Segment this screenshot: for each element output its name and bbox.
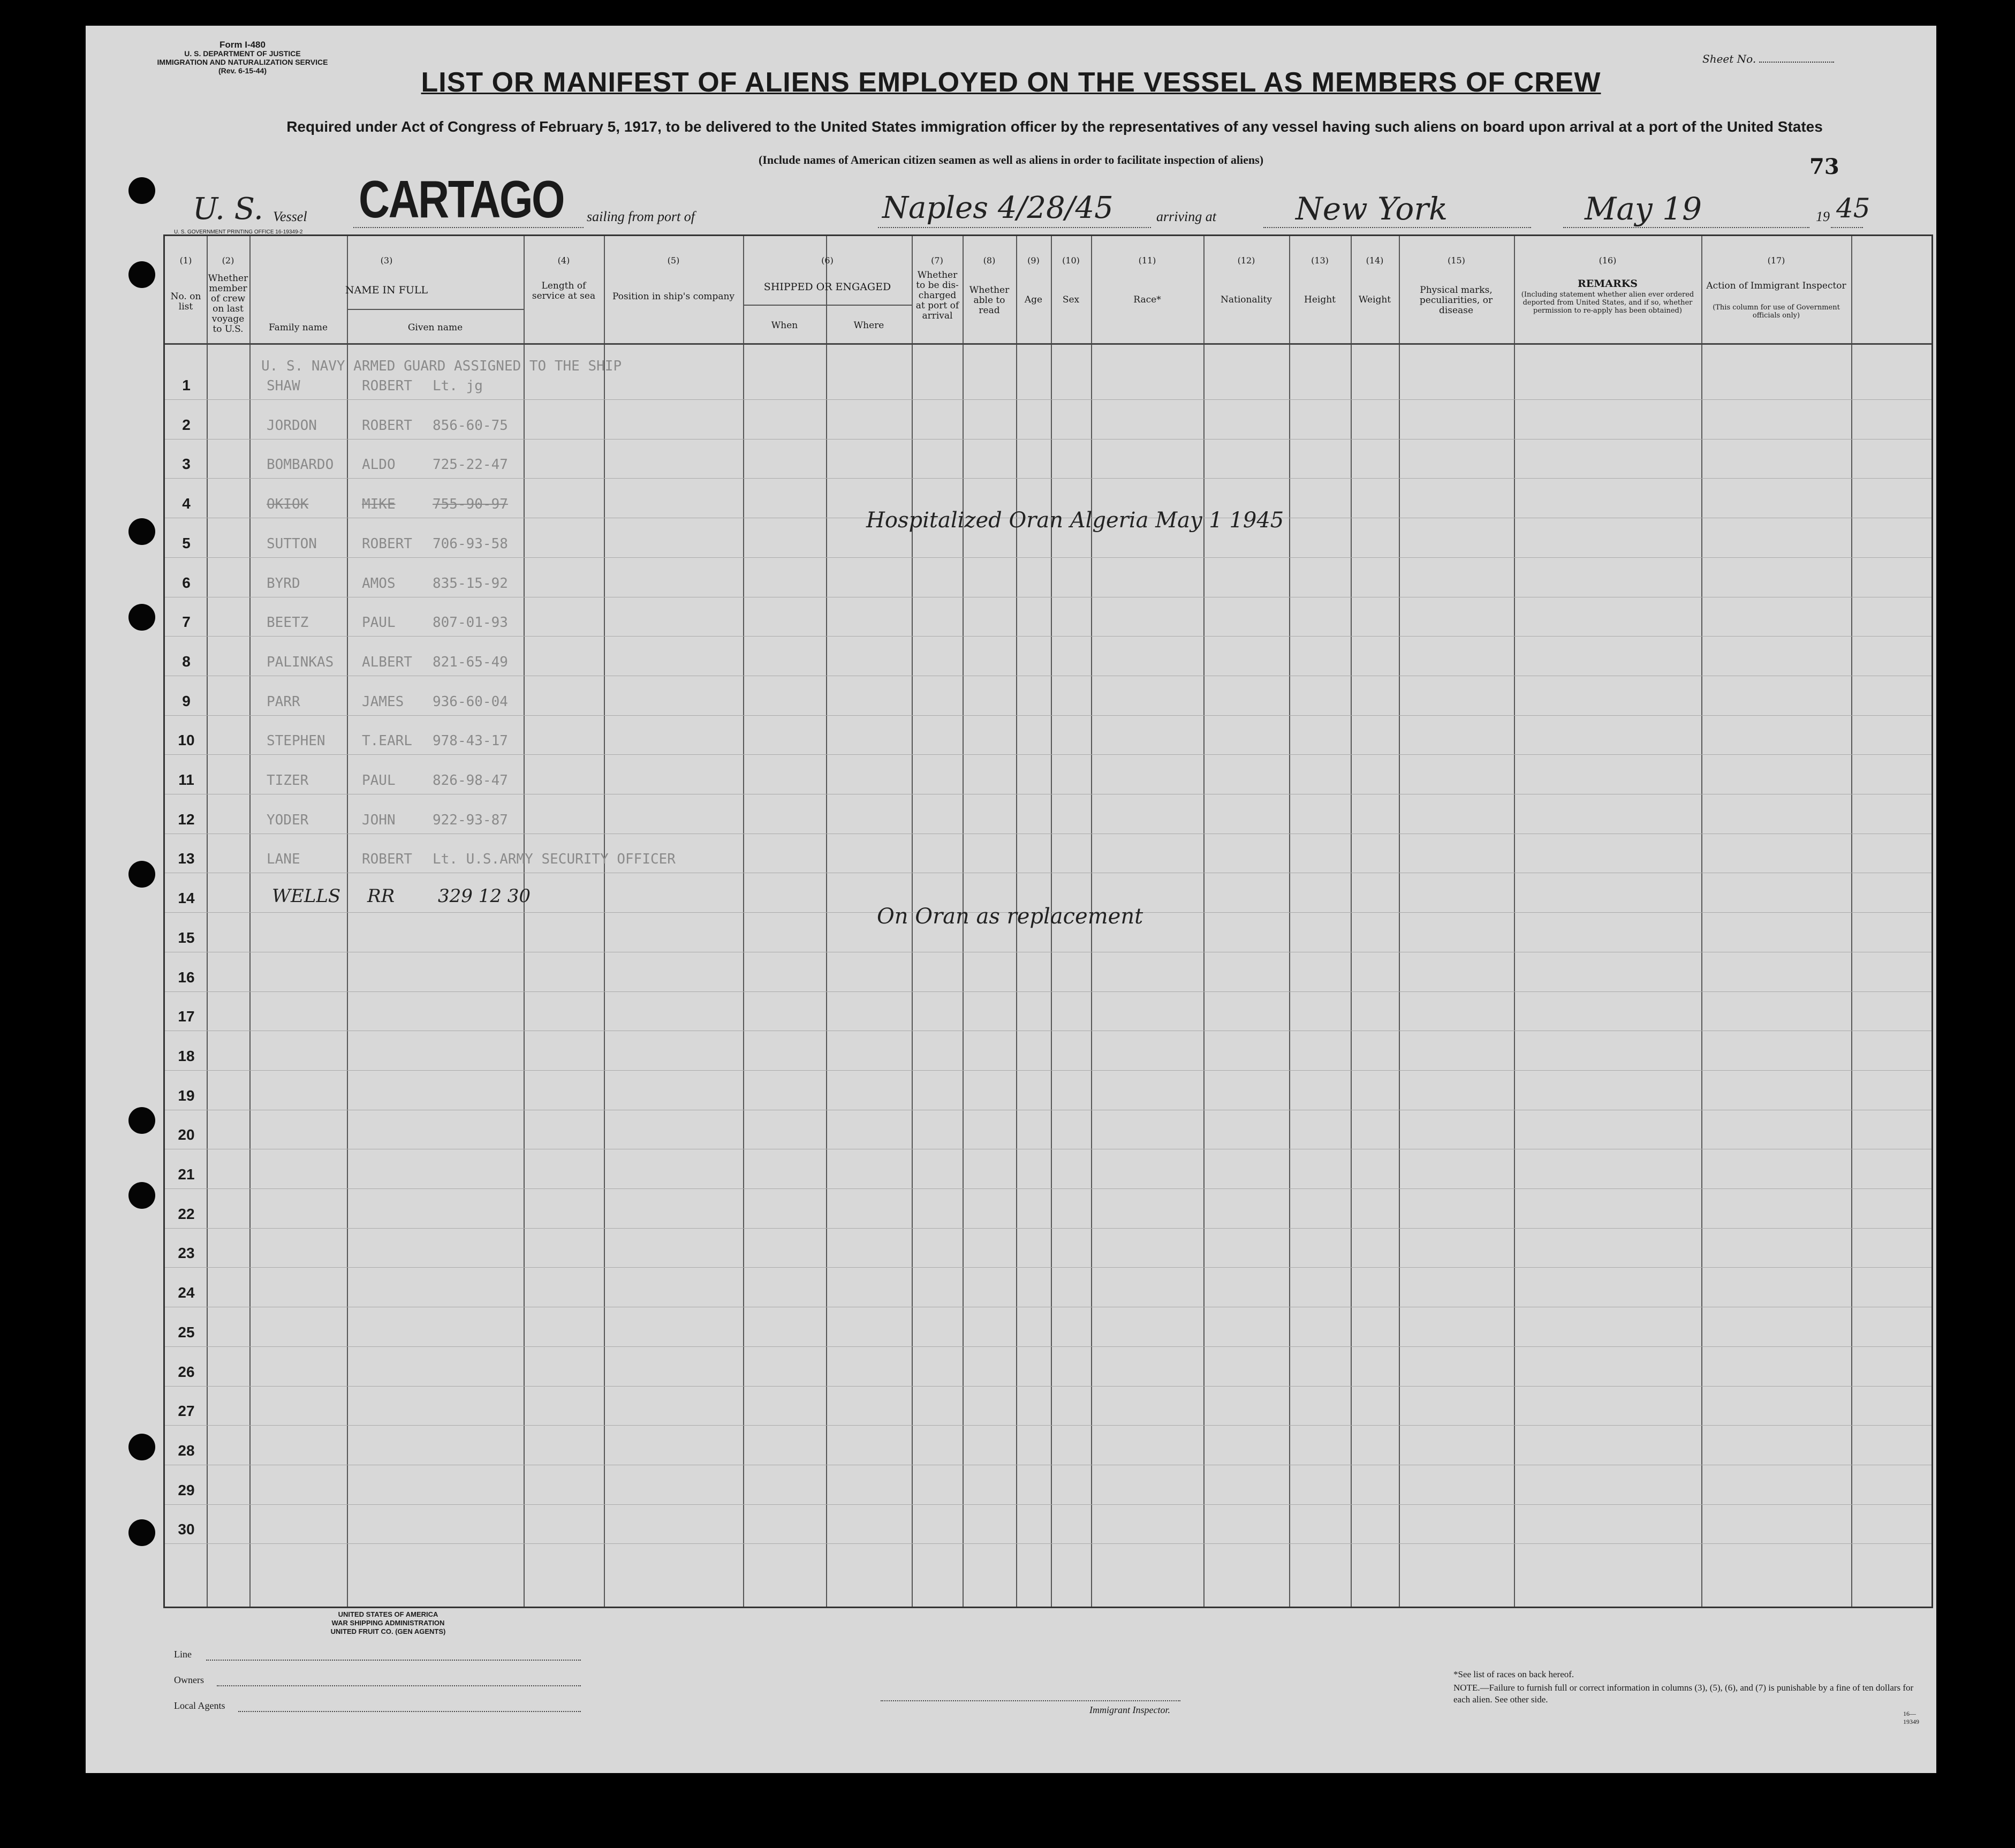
binder-hole <box>128 177 155 204</box>
section-header: U. S. NAVY ARMED GUARD ASSIGNED TO THE SHIP <box>261 358 622 374</box>
crew-extra-name: 329 12 30 <box>438 885 531 907</box>
row-rule <box>165 754 1931 755</box>
row-number: 7 <box>182 614 191 631</box>
row-number: 25 <box>178 1323 195 1340</box>
col-height: Height <box>1304 294 1336 305</box>
row-number: 30 <box>178 1521 195 1538</box>
row-rule <box>165 1346 1931 1347</box>
row-number: 18 <box>178 1047 195 1064</box>
arrival-port: New York <box>1296 191 1448 227</box>
col-inspector-note: (This column for use of Government officials only) <box>1713 304 1840 320</box>
crew-family-name: BEETZ <box>267 615 309 631</box>
row-number: 28 <box>178 1442 195 1459</box>
col-13-number: (13) <box>1311 255 1329 266</box>
crew-given-name: T.EARL <box>362 733 412 749</box>
col-shipped-when: When <box>771 320 798 331</box>
crew-given-name: PAUL <box>362 772 396 789</box>
col-3-number: (3) <box>380 255 393 266</box>
crew-family-name: BOMBARDO <box>267 457 334 473</box>
row-number: 13 <box>178 850 195 867</box>
row-number: 23 <box>178 1245 195 1262</box>
col-length-of-service: Length of service at sea <box>532 281 596 301</box>
crew-table <box>163 234 1933 1608</box>
binder-hole <box>128 1434 155 1460</box>
row-number: 8 <box>182 653 191 670</box>
binder-hole <box>128 261 155 288</box>
form-department: U. S. DEPARTMENT OF JUSTICE <box>184 49 301 58</box>
row-number: 4 <box>182 495 191 512</box>
year-prefix: 19 <box>1816 209 1830 224</box>
col-shipped-engaged: SHIPPED OR ENGAGED <box>763 281 891 293</box>
include-note: (Include names of American citizen seamen as well as aliens in order to facilitate inspection of aliens) <box>758 153 1264 166</box>
requirement-text: Required under Act of Congress of February 5, 1917, to be delivered to the United States immigration officer by the representatives of any vessel having such aliens on board upon arrival at a port of the United States <box>286 118 1823 135</box>
crew-family-name: PALINKAS <box>267 654 334 670</box>
line-label: Line <box>174 1649 192 1660</box>
row-number: 29 <box>178 1481 195 1498</box>
sailing-port: Naples 4/28/45 <box>882 191 1113 225</box>
crew-family-name: JORDON <box>267 417 317 434</box>
row-rule <box>165 636 1931 637</box>
col-16-number: (16) <box>1599 255 1617 266</box>
col-6-number: (6) <box>821 255 834 266</box>
row-rule <box>165 715 1931 716</box>
remark-row-4: Hospitalized Oran Algeria May 1 1945 <box>866 508 1284 533</box>
row-number: 16 <box>178 968 195 986</box>
row-number: 15 <box>178 929 195 946</box>
crew-given-name: RR <box>367 885 395 907</box>
row-number: 20 <box>178 1126 195 1143</box>
crew-family-name: LANE <box>267 851 300 868</box>
col-sex: Sex <box>1062 294 1080 305</box>
col-10-number: (10) <box>1062 255 1080 266</box>
crew-given-name: ROBERT <box>362 378 412 394</box>
year-suffix: 45 <box>1836 193 1870 224</box>
row-number: 5 <box>182 534 191 551</box>
sailing-label: sailing from port of <box>587 209 695 224</box>
col-12-number: (12) <box>1237 255 1255 266</box>
vessel-name: CARTAGO <box>359 170 564 229</box>
vessel-prefix: U. S. <box>193 192 263 226</box>
row-rule <box>165 1543 1931 1544</box>
row-number: 17 <box>178 1008 195 1025</box>
crew-given-name: ALBERT <box>362 654 412 670</box>
col-weight: Weight <box>1358 294 1391 305</box>
owners-label: Owners <box>174 1675 204 1685</box>
col-inspector-action: Action of Immigrant Inspector <box>1706 281 1846 291</box>
col-given-name: Given name <box>407 322 463 333</box>
col-14-number: (14) <box>1366 255 1384 266</box>
manifest-page <box>86 26 1936 1773</box>
binder-hole <box>128 604 155 631</box>
row-number: 26 <box>178 1363 195 1380</box>
row-rule <box>165 991 1931 992</box>
crew-family-name: PARR <box>267 693 300 710</box>
form-number: Form I-480 <box>219 40 266 50</box>
crew-extra-name: 936-60-04 <box>433 693 508 710</box>
col-age: Age <box>1024 294 1043 305</box>
crew-extra-name: 835-15-92 <box>433 575 508 592</box>
form-revision: (Rev. 6-15-44) <box>218 66 267 75</box>
crew-family-name: WELLS <box>272 885 341 907</box>
col-2-number: (2) <box>222 255 234 266</box>
binder-hole <box>128 1182 155 1209</box>
row-number: 2 <box>182 416 191 433</box>
crew-family-name: BYRD <box>267 575 300 592</box>
col-previous-voyage: Whether member of crew on last voyage to U.S. <box>208 273 248 335</box>
arriving-label: arriving at <box>1156 209 1216 224</box>
row-number: 9 <box>182 692 191 709</box>
crew-given-name: ROBERT <box>362 417 412 434</box>
col-remarks-note: (Including statement whether alien ever ordered deported from United States, and if so, whether permission to re-apply has been obtained) <box>1521 291 1694 315</box>
col-17-number: (17) <box>1767 255 1785 266</box>
col-position: Position in ship's company <box>612 291 735 302</box>
row-rule <box>165 557 1931 558</box>
form-code: 16—19349 <box>1903 1710 1919 1725</box>
row-number: 24 <box>178 1284 195 1301</box>
row-number: 21 <box>178 1166 195 1183</box>
remark-row-14: On Oran as replacement <box>877 904 1143 929</box>
row-rule <box>165 1425 1931 1426</box>
printing-office-note: U. S. GOVERNMENT PRINTING OFFICE 16-19349-2 <box>174 229 303 235</box>
crew-given-name: ROBERT <box>362 535 412 552</box>
row-number: 22 <box>178 1205 195 1222</box>
row-rule <box>165 1070 1931 1071</box>
crew-given-name: JAMES <box>362 693 404 710</box>
sheet-number-field <box>1702 52 1834 65</box>
crew-given-name: JOHN <box>362 812 396 828</box>
row-number: 14 <box>178 890 195 907</box>
crew-family-name: STEPHEN <box>267 733 325 749</box>
crew-family-name: TIZER <box>267 772 309 789</box>
crew-extra-name: 821-65-49 <box>433 654 508 670</box>
crew-given-name: AMOS <box>362 575 396 592</box>
row-number: 6 <box>182 574 191 591</box>
row-rule <box>165 1504 1931 1505</box>
crew-extra-name: Lt. jg <box>433 378 483 394</box>
crew-family-name: OKIOK <box>267 496 309 513</box>
crew-given-name: MIKE <box>362 496 396 513</box>
col-able-to-read: Whether able to read <box>969 285 1010 316</box>
row-number: 27 <box>178 1403 195 1420</box>
col-remarks: REMARKS <box>1577 278 1638 290</box>
penalty-note: NOTE.—Failure to furnish full or correct information in columns (3), (5), (6), and (7) is punishable by a fine of ten dollars for each alien. See other side. <box>1453 1683 1914 1705</box>
crew-given-name: PAUL <box>362 615 396 631</box>
agent-stamp: UNITED STATES OF AMERICA WAR SHIPPING ADMINISTRATION UNITED FRUIT CO. (GEN AGENTS) <box>330 1610 446 1635</box>
col-7-number: (7) <box>931 255 943 266</box>
col-physical-marks: Physical marks, peculiarities, or disease <box>1419 285 1493 316</box>
row-number: 1 <box>182 377 191 393</box>
col-number-on-list: No. on list <box>170 291 201 312</box>
row-rule <box>165 1267 1931 1268</box>
col-race: Race* <box>1133 294 1161 305</box>
row-rule <box>165 478 1931 479</box>
binder-hole <box>128 861 155 888</box>
row-rule <box>165 1188 1931 1189</box>
crew-extra-name: 856-60-75 <box>433 417 508 434</box>
page-number: 73 <box>1809 154 1839 179</box>
vessel-label: Vessel <box>273 209 307 224</box>
footer <box>174 1610 1919 1771</box>
col-8-number: (8) <box>983 255 996 266</box>
col-family-name: Family name <box>268 322 328 333</box>
col-9-number: (9) <box>1027 255 1040 266</box>
crew-extra-name: 807-01-93 <box>433 615 508 631</box>
crew-extra-name: 978-43-17 <box>433 733 508 749</box>
crew-extra-name: 706-93-58 <box>433 535 508 552</box>
row-number: 11 <box>178 771 194 788</box>
row-rule <box>165 1386 1931 1387</box>
vessel-line <box>193 170 1870 229</box>
sheet-label: Sheet No. <box>1702 52 1756 65</box>
row-rule <box>165 439 1931 440</box>
races-note: *See list of races on back hereof. <box>1453 1669 1574 1679</box>
col-1-number: (1) <box>179 255 192 266</box>
row-number: 10 <box>178 732 195 749</box>
crew-extra-name: 725-22-47 <box>433 457 508 473</box>
col-15-number: (15) <box>1448 255 1465 266</box>
col-nationality: Nationality <box>1221 294 1272 305</box>
row-number: 12 <box>178 811 195 828</box>
col-4-number: (4) <box>557 255 570 266</box>
arrival-date: May 19 <box>1585 191 1702 227</box>
binder-hole <box>128 1519 155 1546</box>
page-title: LIST OR MANIFEST OF ALIENS EMPLOYED ON THE VESSEL AS MEMBERS OF CREW <box>421 67 1601 98</box>
inspector-label: Immigrant Inspector. <box>1089 1705 1170 1715</box>
form-service: IMMIGRATION AND NATURALIZATION SERVICE <box>157 58 328 66</box>
crew-family-name: YODER <box>267 812 309 828</box>
col-shipped-where: Where <box>853 320 884 331</box>
col-11-number: (11) <box>1138 255 1156 266</box>
crew-family-name: SHAW <box>267 378 300 394</box>
crew-extra-name: 826-98-47 <box>433 772 508 789</box>
crew-extra-name: Lt. U.S.ARMY SECURITY OFFICER <box>433 851 676 868</box>
row-rule <box>165 1228 1931 1229</box>
row-number: 3 <box>182 456 191 473</box>
row-number: 19 <box>178 1087 195 1104</box>
col-discharged: Whether to be dis-charged at port of arrival <box>915 270 959 321</box>
crew-given-name: ROBERT <box>362 851 412 868</box>
crew-extra-name: 755-90-97 <box>433 496 508 513</box>
col-5-number: (5) <box>667 255 680 266</box>
row-rule <box>165 399 1931 400</box>
binder-hole <box>128 1107 155 1134</box>
col-name-in-full: NAME IN FULL <box>345 284 428 296</box>
local-agents-label: Local Agents <box>174 1700 225 1711</box>
crew-extra-name: 922-93-87 <box>433 812 508 828</box>
crew-given-name: ALDO <box>362 457 396 473</box>
crew-family-name: SUTTON <box>267 535 317 552</box>
binder-hole <box>128 518 155 545</box>
